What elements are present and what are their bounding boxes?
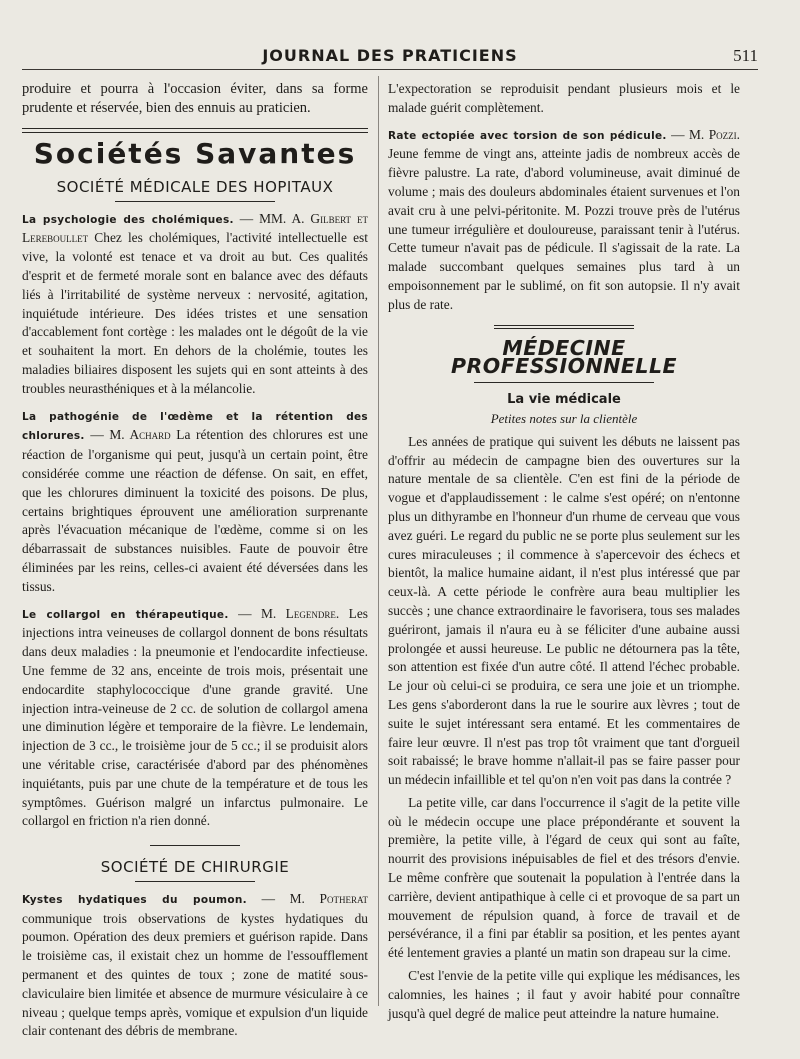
report-text: Jeune femme de vingt ans, atteinte jadis de nombreux accès de fièvre palustre. La rate, d'abord volumineuse, avait diminué de volume ; mais des douleurs abdominales étaient survenues et l'on avait cru à une pelvi-péritonite. M. Pozzi trouve près de l'utérus une tumeur irrégulière et douloureuse, paraissant tenir à l'utérus. Cette tumeur n'avait pas de pédicule. Il s'agissait de la rate. La malade succombant quelques semaines plus tard à un empoisonnement par le sublimé, on fit son autopsie. Il n'y avait plus de rate. — [388, 146, 740, 312]
article-title: La vie médicale — [507, 392, 621, 408]
section-underline — [474, 382, 654, 383]
article-paragraph: Les années de pratique qui suivent les débuts ne laissent pas d'offrir au médecin de campagne bien des ouvertures sur la nature mentale de sa clientèle. C'en est fini de la période de vogue et d'applaudissement : le calme s'est opéré; on n'entonne plus un dithyrambe en l'honneur d'un rhume de cerveau que vous avez guéri. Le regard du public ne se porte plus seulement sur les cures miraculeuses ; il commence à s'apercevoir des échecs et bientôt, la malice humaine aidant, il n'est plus intéressé que par ceux-là. A cette période le confrère aura beau multiplier les succès ; une chance extraordinaire le favorisera, tous ses malades guériront, jamais il n'aura eu à se féliciter d'une aubaine aussi prolongée et aussi heureuse. Le public ne détournera pas la tête, son attention est fixée d'un autre côté. Il attend l'échec probable. Le jour où celui-ci se produira, ce sera une joie et un triomphe. Les gens s'aborderont dans la rue le sourire aux lèvres ; tout de suite le sujet intéressant sera entamé. Et les commentaires de faire leur œuvre. Il n'est pas trop tôt vraiment que tant d'orgueil soit rabaissé; le brave homme n'allait-il pas se faire passer pour un médecin infaillible et tel qu'on n'en voit pas dans la contrée ? — [388, 433, 740, 788]
report-text: Les injections intra veineuses de collargol donnent de bons résultats dans deux maladies : la pneumonie et l'endocardite infectieuse. Une femme de 32 ans, enceinte de trois mois, présentait une endocardite staphylococcique d'une grande gravité. Une injection intra-veineuse de 2 cc. de solution de collargol amena une diminution légère et temporaire de la fièvre. Le lendemain, injection de 3 cc., le troisième jour de 5 cc.; il se produisit alors une véritable crise, caractérisée d'abord par des phénomènes inquiétants, puis par une chute de la température et de tous les symptômes. Guérison malgré un infarctus pulmonaire. Le collargol en friction n'a rien donné. — [22, 605, 368, 829]
report-author: — MM. A. Gilbert et Lereboullet — [22, 210, 368, 246]
report-author: — M. Pozzi. — [666, 126, 740, 142]
report-author: — M. Potherat — [246, 890, 368, 906]
continued-text: produire et pourra à l'occasion éviter, dans sa forme prudente et réservée, bien des ennuis au praticien. — [22, 81, 368, 116]
section-title: MÉDECINE PROFESSIONNELLE — [450, 335, 678, 379]
report-item — [388, 126, 740, 315]
report-text: communique trois observations de kystes hydatiques du poumon. Opération des deux premiers et guérison rapide. Dans le troisième cas, il existait chez un homme de l'essoufflement permanent et des quintes de toux ; zone de matité sous-claviculaire bien limitée et absence de murmure vésiculaire à ce niveau ; quelque temps après, vomique et expulsion d'un liquide clair contenant des débris de membrane. — [22, 910, 368, 1039]
report-item — [22, 890, 368, 1041]
report-item — [22, 407, 368, 597]
article-subtitle: Petites notes sur la clientèle — [490, 410, 638, 426]
left-column — [22, 80, 368, 1049]
society-title: SOCIÉTÉ DE CHIRURGIE — [100, 858, 290, 877]
report-lead: La psychologie des cholémiques. — [22, 213, 234, 226]
continued-text: L'expectoration se reproduisit pendant plusieurs mois et le malade guérit complètement. — [388, 81, 740, 115]
journal-title: JOURNAL DES PRATICIENS — [262, 46, 518, 65]
report-lead: Kystes hydatiques du poumon. — [22, 893, 247, 906]
article-paragraph: La petite ville, car dans l'occurrence il s'agit de la petite ville où le médecin occupe une place prépondérante et souvent la première, la petite ville, à l'égard de ceux qui sont au faîte, nourrit des provisions inépuisables de fiel et des trésors d'envie. Le même confrère que soutenait la population à l'entrée dans la carrière, devient antipathique à celle ci et provoque de sa part un mouvement de répulsion quand, à force de travail et de persévérance, il a fini par établir sa position, et les pentes ayant été lentement gravies a planté un matin son drapeau sur la cime. — [388, 794, 740, 961]
report-text: La rétention des chlorures est une réaction de l'organisme qui peut, jusqu'à un certain point, être considérée comme une réaction de défense. On sait, en effet, que les chlorures diminuent la toxicité des poisons. De plus, certains brightiques éprouvent une amélioration surprenante après l'évacuation mécanique de l'œdème, comme si on les débarrassait de substances nuisibles. Faute de pouvoir être éliminées par les reins, celles-ci avaient été déversées dans les tissus. — [22, 427, 369, 594]
report-author: — M. Legendre. — [228, 605, 340, 621]
society-underline — [115, 201, 275, 202]
report-item — [22, 210, 368, 399]
separator — [150, 845, 240, 846]
page-header — [22, 44, 758, 70]
section-title: Sociétés Savantes — [33, 137, 357, 170]
right-column — [388, 80, 740, 1031]
society-title: SOCIÉTÉ MÉDICALE DES HOPITAUX — [56, 177, 334, 196]
report-lead: Le collargol en thérapeutique. — [22, 608, 229, 621]
page-number: 511 — [733, 46, 758, 65]
report-text: Chez les cholémiques, l'activité intellectuelle est vive, la volonté est tenace et va droit au but. Ces qualités d'esprit et de fermeté morale sont en balance avec des défauts liés à l'irritabilité de système nerveux : nervosité, agitation, inquiétude intérieure. Des idées tristes et une sensation d'accablement font cortège : les malades ont le dégoût de la vie et souhaitent la mort. En dehors de la cholémie, toutes les maladies biliaires disposent les sujets qui en sont atteints à des troubles neurasthéniques et à la mélancolie. — [22, 230, 368, 396]
section-rule — [494, 325, 634, 329]
report-lead: Rate ectopiée avec torsion de son pédicule. — [388, 129, 667, 142]
report-item — [22, 605, 368, 832]
report-lead: La pathogénie de l'œdème et la rétention des chlorures. — [22, 410, 368, 443]
article-paragraph: C'est l'envie de la petite ville qui explique les médisances, les calomnies, les haines ; il faut y avoir habité pour connaître jusqu'à quel degré de malice peut atteindre la nature humaine. — [388, 968, 740, 1021]
report-author: — M. Achard — [84, 427, 171, 443]
society-underline — [135, 881, 255, 882]
column-divider — [378, 76, 379, 1006]
section-rule — [22, 128, 368, 133]
